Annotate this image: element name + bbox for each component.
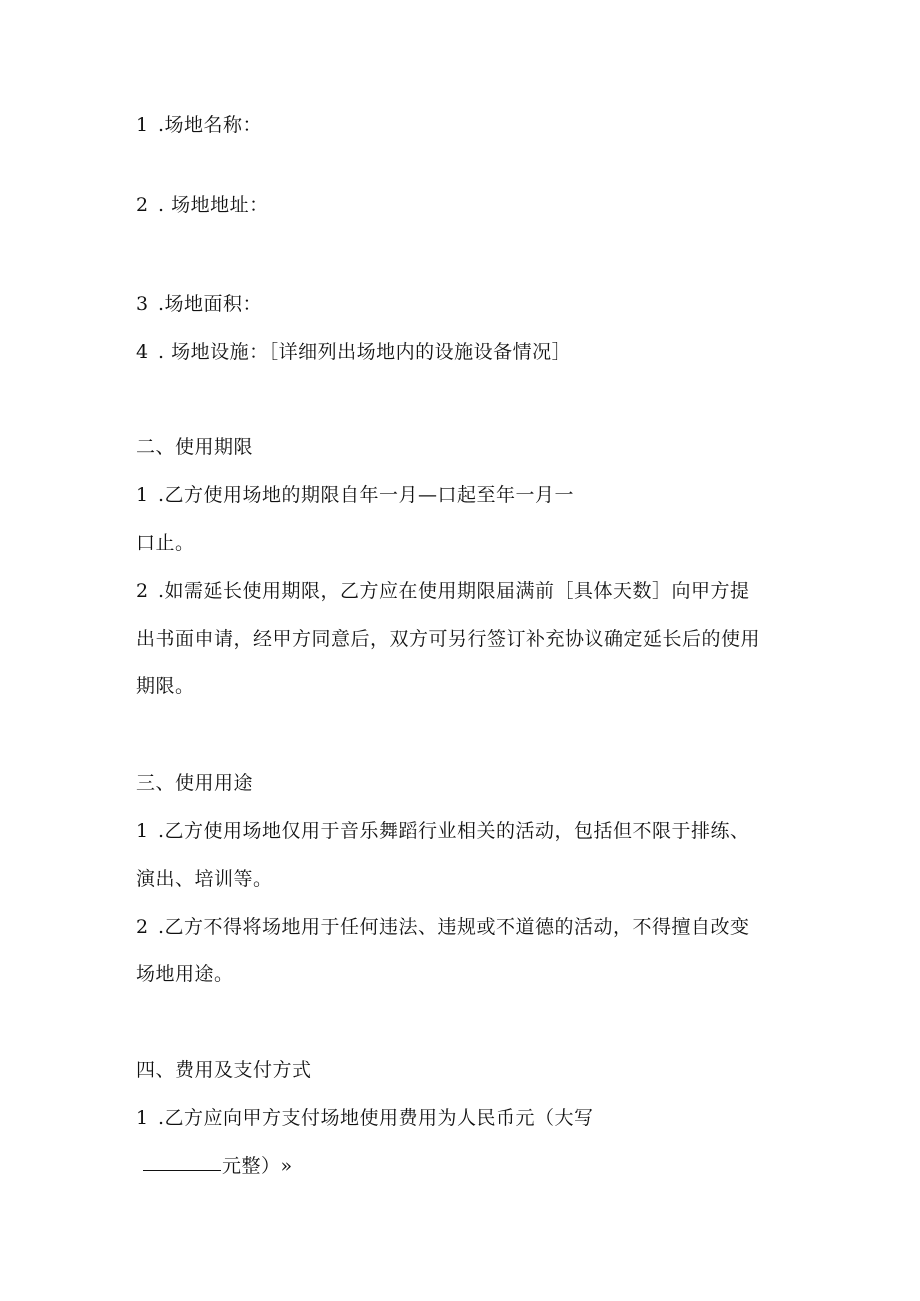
fees-item-1-line-2 <box>143 1157 293 1176</box>
term-item-1-text: .乙方使用场地的期限自年一月—口起至年一月一 <box>158 484 575 506</box>
item-number: 1 <box>136 114 149 136</box>
venue-area-line <box>136 295 262 314</box>
purpose-item-2-text: .乙方不得将场地用于任何违法、违规或不道德的活动，不得擅自改变 <box>158 916 750 938</box>
venue-address-line <box>136 196 269 215</box>
fees-item-1-text: .乙方应向甲方支付场地使用费用为人民币元（大写 <box>158 1107 594 1129</box>
term-item-2-line-2: 出书面申请，经甲方同意后，双方可另行签订补充协议确定延长后的使用 <box>136 628 761 650</box>
term-item-2-line-3: 期限。 <box>136 675 195 697</box>
item-number: 3 <box>136 293 149 315</box>
purpose-item-1-text: .乙方使用场地仅用于音乐舞蹈行业相关的活动，包括但不限于排练、 <box>158 820 750 842</box>
venue-facilities-label: . 场地设施：［详细列出场地内的设施设备情况］ <box>158 341 572 363</box>
term-item-2-line-1 <box>136 582 750 601</box>
section-heading-purpose: 三、使用用途 <box>136 772 254 794</box>
fees-item-1-line-1 <box>136 1109 594 1128</box>
purpose-item-2-line-1 <box>136 918 750 937</box>
venue-name-label: .场地名称： <box>158 114 263 136</box>
item-number: 2 <box>136 580 149 602</box>
item-number: 1 <box>136 484 149 506</box>
item-number: 4 <box>136 341 149 363</box>
item-number: 1 <box>136 820 149 842</box>
venue-address-label: . 场地地址： <box>158 194 269 216</box>
purpose-item-2-line-2: 场地用途。 <box>136 963 234 985</box>
item-number: 1 <box>136 1107 149 1129</box>
venue-facilities-line <box>136 343 571 362</box>
term-item-2-text: .如需延长使用期限，乙方应在使用期限届满前［具体天数］向甲方提 <box>158 580 750 602</box>
item-number: 2 <box>136 916 149 938</box>
purpose-item-1-line-2: 演出、培训等。 <box>136 868 273 890</box>
section-heading-term: 二、使用期限 <box>136 436 254 458</box>
term-item-1-line-1 <box>136 486 574 505</box>
section-heading-fees: 四、费用及支付方式 <box>136 1059 312 1081</box>
venue-area-label: .场地面积： <box>158 293 263 315</box>
purpose-item-1-line-1 <box>136 822 750 841</box>
item-number: 2 <box>136 194 149 216</box>
term-item-1-line-2: 口止。 <box>136 532 195 554</box>
venue-name-line <box>136 116 262 135</box>
fees-item-1-text-2: 元整）» <box>222 1155 293 1177</box>
fill-in-blank <box>143 1169 221 1171</box>
